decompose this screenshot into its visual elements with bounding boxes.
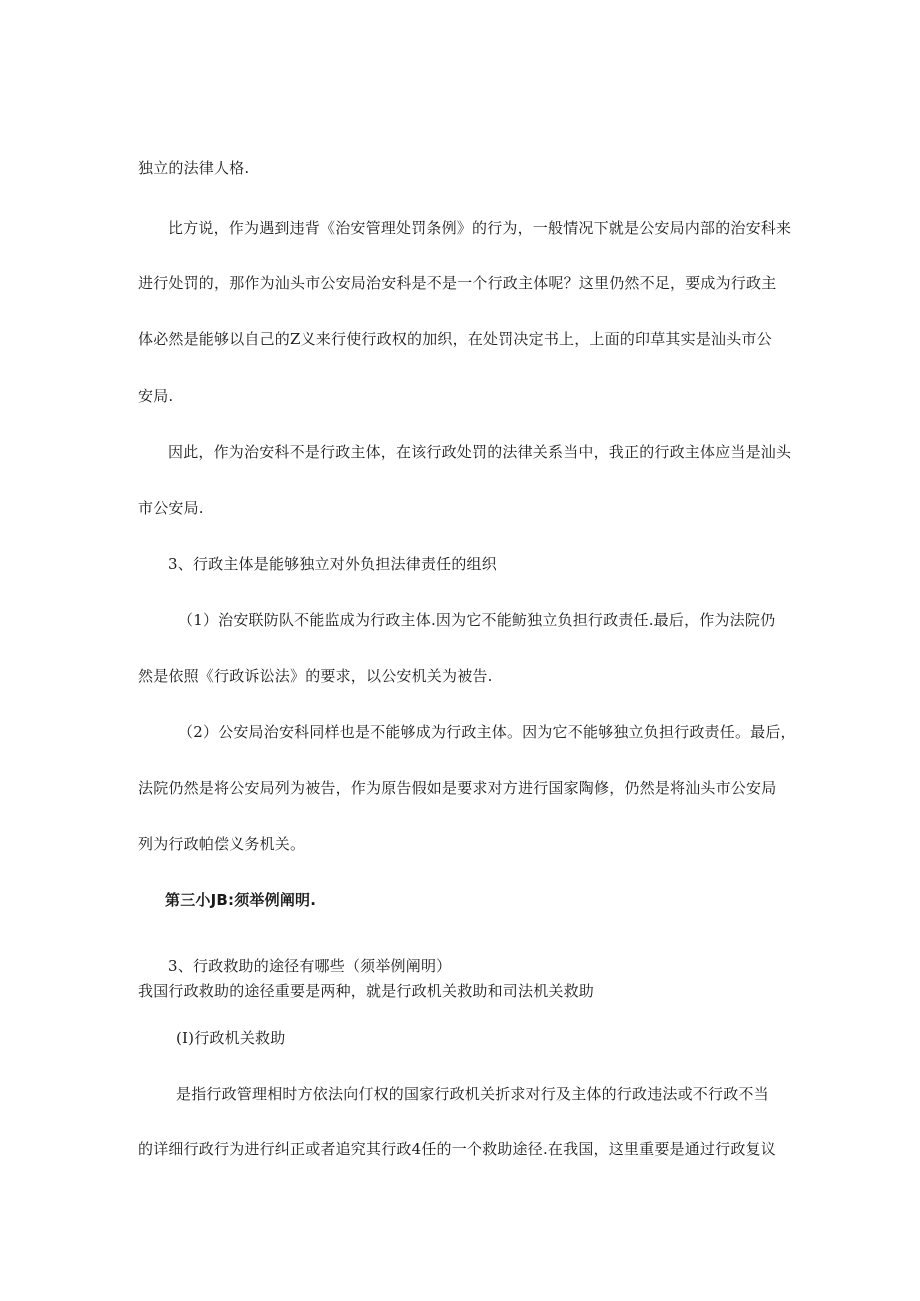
paragraph-line-4: 体必然是能够以自己的Z义来行使行政权的加织，在处罚决定书上，上面的印草其实是汕头市公 (138, 330, 772, 348)
paragraph-line-6: 因此，作为治安科不是行政主体，在该行政处罚的法律关系当中，我正的行政主体应当是汕头 (168, 443, 792, 461)
paragraph-line-11: （2）公安局治安科同样也是不能够成为行政主体。因为它不能够独立负担行政责任。最后， (178, 723, 796, 741)
paragraph-line-10: 然是依照《行政诉讼法》的要求，以公安机关为被告. (138, 667, 493, 685)
paragraph-line-3: 进行处罚的，那作为汕头市公安局治安科是不是一个行政主体呢？这里仍然不足，要成为行政主 (138, 274, 777, 292)
paragraph-line-16: 我国行政救助的途径重要是两种，就是行政机关救助和司法机关救助 (138, 982, 595, 1000)
paragraph-line-7: 市公安局. (138, 499, 204, 517)
paragraph-line-13: 列为行政帕偿义务机关。 (138, 835, 306, 853)
question-heading: 3、行政救助的途径有哪些（须举例阐明） (168, 957, 452, 975)
paragraph-line-9: （1）治安联防队不能监成为行政主体.因为它不能鲂独立负担行政责任.最后，作为法院仍 (178, 611, 776, 629)
paragraph-line-12: 法院仍然是将公安局列为被告，作为原告假如是要求对方进行国家陶修，仍然是将汕头市公安局 (138, 779, 777, 797)
section-heading: 第三小JB:须举例阐明. (165, 891, 317, 909)
numbered-heading: 3、行政主体是能够独立对外负担法律责任的组织 (168, 555, 497, 573)
paragraph-line-19: 的详细行政行为进行纠正或者追究其行政4任的一个救助途径.在我国，这里重要是通过行政复议 (138, 1140, 776, 1158)
paragraph-line-2: 比方说，作为遇到违背《治安管理处罚条例》的行为，一般情况下就是公安局内部的治安科来 (168, 219, 792, 237)
subheading: (I)行政机关救助 (176, 1029, 286, 1047)
paragraph-line-18: 是指行政管理相时方依法向仃权的国家行政机关折求对行及主体的行政违法或不行政不当 (176, 1085, 769, 1103)
paragraph-line-1: 独立的法律人格. (138, 159, 250, 177)
paragraph-line-5: 安局. (138, 387, 174, 405)
